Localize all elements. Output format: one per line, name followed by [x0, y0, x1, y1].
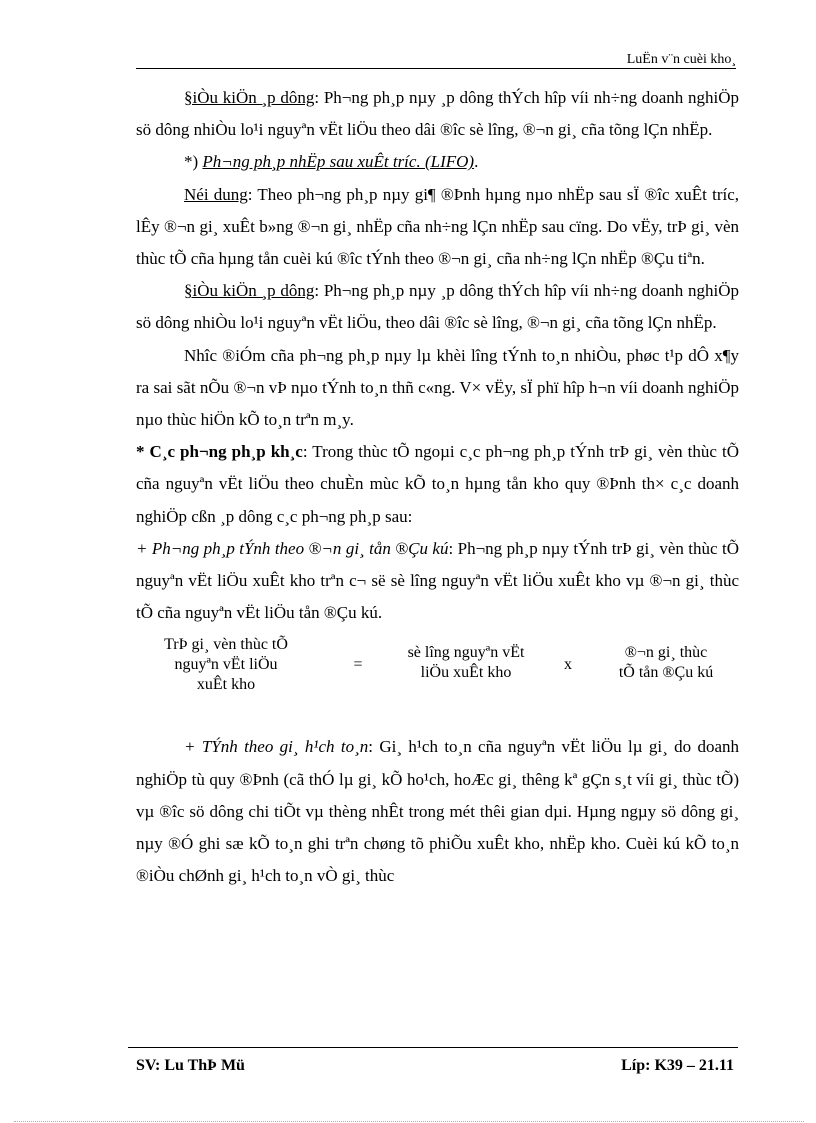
- formula-left-term: [136, 635, 316, 695]
- formula-right-line: tÕ tån ®Çu kú: [618, 664, 714, 682]
- applicability-text: : Ph¬ng ph¸p nµy ¸p dông thÝch hîp víi nh÷ng doanh nghiÖp sö dông nhiÒu lo¹i nguyªn vËt liÖu theo dâi ®îc sè lîng, ®¬n gi¸ cña tõng lÇn nhËp.: [136, 88, 739, 140]
- formula-left-line: TrÞ gi¸ vèn thùc tÕ: [164, 636, 288, 654]
- document-body: [136, 82, 739, 892]
- planned-price-label: + TÝnh theo gi¸ h¹ch to¸n: [184, 737, 369, 757]
- spacer: [136, 723, 739, 731]
- header-rule: [136, 68, 736, 69]
- formula-mid-line: liÖu xuÊt kho: [420, 664, 512, 682]
- formula-price-term: [586, 643, 746, 683]
- applicability-label: §iÒu kiÖn ¸p dông: [184, 88, 315, 107]
- footer-class-code: Líp: K39 – 21.11: [621, 1057, 734, 1074]
- running-header: LuËn v¨n cuèi kho¸: [626, 52, 736, 67]
- paragraph-planned-price: [136, 731, 739, 892]
- other-methods-label: * C¸c ph¬ng ph¸p kh¸c: [136, 442, 303, 462]
- formula-multiply-sign: x: [564, 656, 572, 674]
- paragraph-lifo-heading: [136, 146, 739, 178]
- formula-equals-sign: =: [353, 656, 363, 674]
- opening-price-label: + Ph¬ng ph¸p tÝnh theo ®¬n gi¸ tån ®Çu kú: [136, 538, 449, 558]
- applicability-text: : Ph¬ng ph¸p nµy ¸p dông thÝch hîp víi nh÷ng doanh nghiÖp sö dông nhiÒu lo¹i nguyªn vËt liÖu, theo dâi ®îc sè lîng, ®¬n gi¸ cña tõng lÇn nhËp.: [136, 281, 739, 333]
- other-methods-text: : Trong thùc tÕ ngoµi c¸c ph¬ng ph¸p tÝnh trÞ gi¸ vèn thùc tÕ cña nguyªn vËt liÖu theo chuÈn mùc kÕ to¸n hµng tån kho quy ®Þnh th× c¸c doanh nghiÖp cßn ¸p dông c¸c ph¬ng ph¸p sau:: [136, 442, 739, 526]
- paragraph-other-methods: [136, 436, 739, 533]
- lifo-prefix: *): [184, 152, 203, 172]
- planned-price-text: : Gi¸ h¹ch to¸n cña nguyªn vËt liÖu lµ gi¸ do doanh nghiÖp tù quy ®Þnh (cã thÓ lµ gi¸ kÕ ho¹ch, hoÆc gi¸ thêng kª gÇn s¸t víi gi¸ thùc tÕ) vµ ®îc sö dông chi tiÕt vµ thèng nhÊt trong mét thêi gian dµi. Hµng ngµy sö dông gi¸ nµy ®Ó ghi sæ kÕ to¸n ghi trªn chøng tõ phiÕu xuÊt kho, nhËp kho. Cuèi kú kÕ to¸n ®iÒu chØnh gi¸ h¹ch to¸n vÒ gi¸ thùc: [136, 737, 739, 886]
- paragraph-lifo-content: [136, 179, 739, 276]
- opening-price-text: : Ph¬ng ph¸p nµy tÝnh trÞ gi¸ vèn thùc tÕ nguyªn vËt liÖu xuÊt kho trªn c¬ së sè lîng nguyªn vËt liÖu xuÊt kho vµ ®¬n gi¸ thùc tÕ cña nguyªn vËt liÖu tån ®Çu kú.: [136, 538, 739, 623]
- lifo-suffix: .: [474, 152, 479, 172]
- paragraph-opening-price-method: [136, 533, 739, 630]
- content-text: : Theo ph¬ng ph¸p nµy gi¶ ®Þnh hµng nµo nhËp sau sÏ ®îc xuÊt tríc, lÊy ®¬n gi¸ xuÊt b»ng ®¬n gi¸ nhËp cña nh÷ng lÇn nhËp sau cïng. Do vËy, trÞ gi¸ vèn thùc tÕ cña hµng tån cuèi kú ®îc tÝnh theo ®¬n gi¸ cña nh÷ng lÇn nhËp ®Çu tiªn.: [136, 184, 740, 269]
- formula-block: [136, 633, 739, 723]
- applicability-label: §iÒu kiÖn ¸p dông: [184, 281, 315, 301]
- formula-mid-line: sè lîng nguyªn vËt: [407, 644, 525, 662]
- paragraph-disadvantage: [136, 340, 739, 437]
- footer-rule: [128, 1047, 738, 1048]
- formula-quantity-term: [376, 643, 556, 683]
- lifo-title: Ph¬ng ph¸p nhËp sau xuÊt tríc. (LIFO): [202, 152, 475, 172]
- page-bottom-edge: [14, 1121, 804, 1122]
- content-label: Néi dung: [184, 184, 248, 204]
- formula-right-line: ®¬n gi¸ thùc: [624, 644, 708, 662]
- footer-student-name: SV: Lu ThÞ Mü: [136, 1057, 245, 1074]
- formula-left-line: nguyªn vËt liÖu: [174, 656, 278, 674]
- paragraph-applicability-lifo: [136, 275, 739, 339]
- formula-left-line: xuÊt kho: [196, 676, 256, 694]
- paragraph-applicability-fifo: [136, 82, 739, 146]
- disadvantage-text: Nhîc ®iÓm cña ph¬ng ph¸p nµy lµ khèi lîng tÝnh to¸n nhiÒu, phøc t¹p dÔ x¶y ra sai sãt nÕu ®¬n vÞ nµo tÝnh to¸n thñ c«ng. V× vËy, sÏ phï hîp h¬n víi doanh nghiÖp nµo thùc hiÖn kÕ to¸n trªn m¸y.: [136, 345, 739, 430]
